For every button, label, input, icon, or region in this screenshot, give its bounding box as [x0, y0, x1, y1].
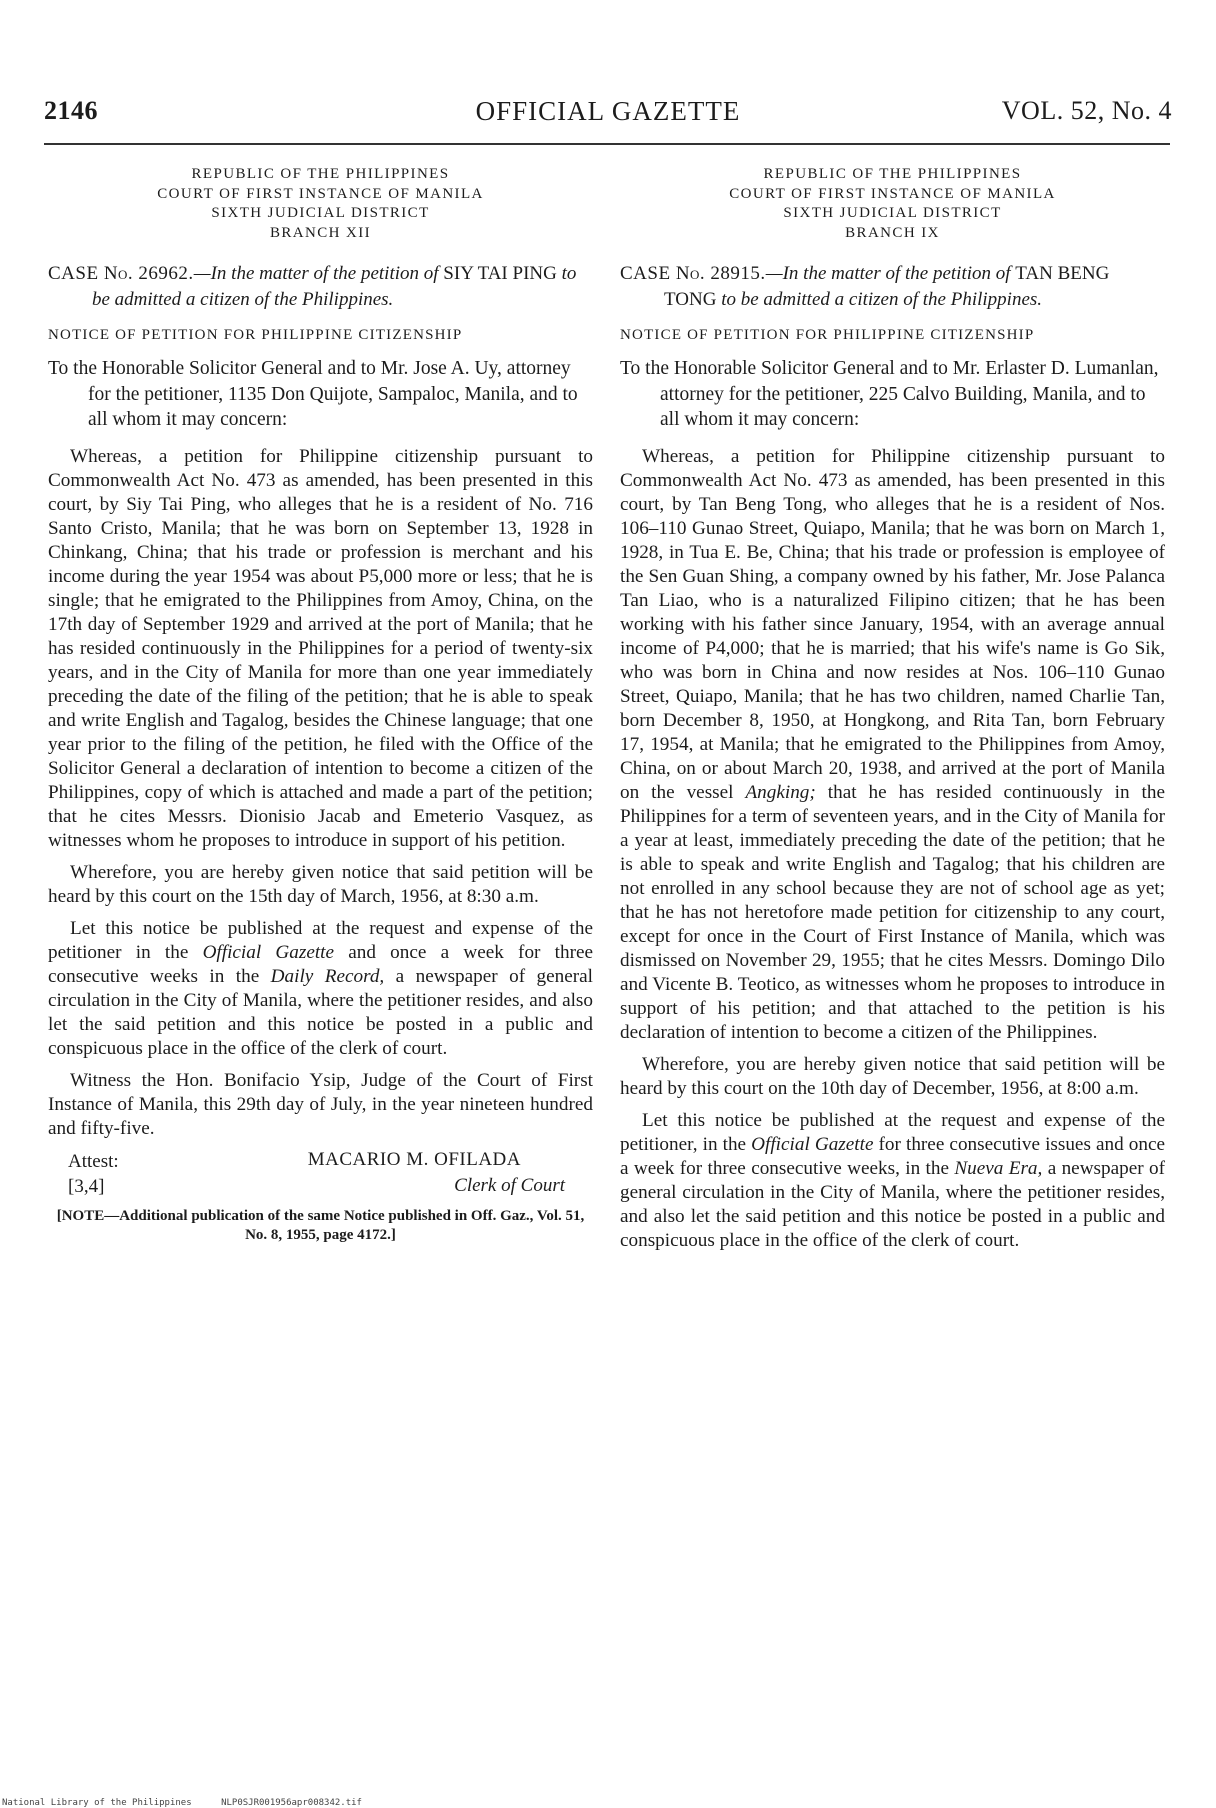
court-heading — [48, 165, 593, 243]
publication-paragraph: Let this notice be published at the request and expense of the petitioner in the Official Gazette and once a week for three consecutive weeks in the Daily Record, a newspaper of general circulation in the City of Manila, where the petitioner resides, and also let the said petition and this notice be posted in a public and conspicuous place in the office of the clerk of court. — [48, 917, 593, 1059]
addressee: To the Honorable Solicitor General and to Mr. Jose A. Uy, attorney for the petitioner, 1135 Don Quijote, Sampaloc, Manila, and to all whom it may concern: — [48, 358, 578, 430]
publication-title: OFFICIAL GAZETTE — [475, 96, 741, 126]
case-matter: —In the matter of the petition of — [193, 263, 444, 284]
case-caption — [48, 261, 593, 313]
court-line: COURT OF FIRST INSTANCE OF MANILA — [729, 185, 1056, 202]
scan-credit — [2, 1798, 386, 1808]
whereas-paragraph: Whereas, a petition for Philippine citizenship pursuant to Commonwealth Act No. 473 as amended, has been presented in this court, by Siy Tai Ping, who alleges that he is a resident of No. 716 Santo Cristo, Manila; that he was born on September 13, 1928 in Chinkang, China; that his trade or profession is merchant and his income during the year 1954 was about P5,000 more or less; that he is single; that he emigrated to the Philippines from Amoy, China, on the 17th day of September 1929 and arrived at the port of Manila; that he has resided continuously in the Philippines for a period of twenty-six years, and in the City of Manila for more than one year immediately preceding the date of the filing of the petition; that he is able to speak and write English and Tagalog, besides the Chinese language; that one year prior to the filing of the petition, he filed with the Office of the Solicitor General a declaration of intention to become a citizen of the Philippines, copy of which is attached and made a part of the petition; that he cites Messrs. Dionisio Jacab and Emeterio Vasquez, as witnesses whom he proposes to introduce in support of his petition. — [48, 445, 593, 851]
case-matter: —In the matter of the petition of — [765, 263, 1016, 284]
header-rule — [44, 143, 1170, 145]
notice-title: NOTICE OF PETITION FOR PHILIPPINE CITIZENSHIP — [620, 327, 1035, 343]
witness-paragraph: Witness the Hon. Bonifacio Ysip, Judge of the Court of First Instance of Manila, this 29th day of July, in the year nineteen hundred and fifty-five. — [48, 1069, 593, 1139]
court-line: COURT OF FIRST INSTANCE OF MANILA — [157, 185, 484, 202]
case-matter-end: to be admitted a citizen of the Philippines. — [716, 289, 1043, 310]
wherefore-paragraph: Wherefore, you are hereby given notice that said petition will be heard by this court on the 10th day of December, 1956, at 8:00 a.m. — [620, 1053, 1165, 1099]
attest-label: Attest: — [68, 1150, 119, 1172]
case-caption — [620, 261, 1165, 313]
case-number: CASE No. 28915. — [620, 263, 766, 284]
page-header — [40, 96, 1176, 136]
file-id: NLP0SJR001956apr008342.tif — [221, 1798, 362, 1808]
library-credit: National Library of the Philippines — [2, 1798, 192, 1808]
vessel-name: Angking; — [745, 781, 816, 803]
left-column — [48, 165, 593, 1245]
clerk-name: MACARIO M. OFILADA — [307, 1148, 521, 1170]
court-line: SIXTH JUDICIAL DISTRICT — [783, 205, 1002, 221]
whereas-paragraph: Whereas, a petition for Philippine citizenship pursuant to Commonwealth Act No. 473 as amended, has been presented in this court, by Tan Beng Tong, who alleges that he is a resident of Nos. 106–110 Gunao Street, Quiapo, Manila; that he was born on March 1, 1928, in Tua E. Be, China; that his trade or profession is employee of the Sen Guan Shing, a company owned by his father, Mr. Jose Palanca Tan Liao, who is a naturalized Filipino citizen; that he has been working with his father since January, 1954, with an average annual income of P4,000; that he is married; that his wife's name is Go Sik, who was born in China and now resides at Nos. 106–110 Gunao Street, Quiapo, Manila; that he has two children, named Charlie Tan, born December 8, 1950, at Hongkong, and Rita Tan, born February 17, 1954, at Manila; that he emigrated to the Philippines from Amoy, China, on or about March 20, 1938, and arrived at the port of Manila on the vessel Angking; that he has resided continuously in the Philippines for a term of seventeen years, and in the City of Manila for a year at least, immediately preceding the date of the petition; that he is able to speak and write English and Tagalog; that his children are not enrolled in any school because they are not of school age as yet; that he has not heretofore made petition for citizenship to any court, except for once in the Court of First Instance of Manila, which was dismissed on November 29, 1955; that he cites Messrs. Domingo Dilo and Vicente B. Teotico, as witnesses whom he proposes to introduce in support of his petition; and that attached to the petition is his declaration of intention to become a citizen of the Philippines. — [620, 445, 1165, 1043]
court-line: REPUBLIC OF THE PHILIPPINES — [763, 166, 1022, 182]
clerk-title: Clerk of Court — [454, 1174, 565, 1196]
attest-block — [68, 1149, 119, 1199]
right-column — [620, 165, 1165, 1261]
case-number: CASE No. 26962. — [48, 263, 194, 284]
page-number: 2146 — [44, 96, 98, 125]
court-heading — [620, 165, 1165, 243]
court-line: BRANCH IX — [845, 224, 940, 241]
attest-reference: [3,4] — [68, 1175, 105, 1197]
publication-paragraph: Let this notice be published at the request and expense of the petitioner, in the Official Gazette for three consecutive issues and once a week for three consecutive weeks, in the Nueva Era, a newspaper of general circulation in the City of Manila, where the petitioner resides, and also let the said petition and this notice be posted in a public and conspicuous place in the office of the clerk of court. — [620, 1109, 1165, 1251]
court-line: REPUBLIC OF THE PHILIPPINES — [191, 166, 450, 182]
petitioner-name: TAN BENG TONG — [664, 263, 1110, 310]
notice-title: NOTICE OF PETITION FOR PHILIPPINE CITIZENSHIP — [48, 327, 463, 343]
case-matter-end: to be admitted a citizen of the Philippines. — [92, 263, 577, 310]
addressee: To the Honorable Solicitor General and to Mr. Erlaster D. Lumanlan, attorney for the petitioner, 225 Calvo Building, Manila, and to all whom it may concern: — [620, 358, 1159, 430]
court-line: SIXTH JUDICIAL DISTRICT — [211, 205, 430, 221]
publication-note: [NOTE—Additional publication of the same Notice published in Off. Gaz., Vol. 51, No. 8, 1955, page 4172.] — [56, 1207, 585, 1243]
wherefore-paragraph: Wherefore, you are hereby given notice that said petition will be heard by this court on the 15th day of March, 1956, at 8:30 a.m. — [48, 861, 593, 907]
signature-block — [48, 1149, 593, 1201]
petitioner-name: SIY TAI PING — [443, 263, 557, 284]
court-line: BRANCH XII — [269, 224, 372, 241]
volume-label: VOL. 52, No. 4 — [1001, 96, 1172, 125]
